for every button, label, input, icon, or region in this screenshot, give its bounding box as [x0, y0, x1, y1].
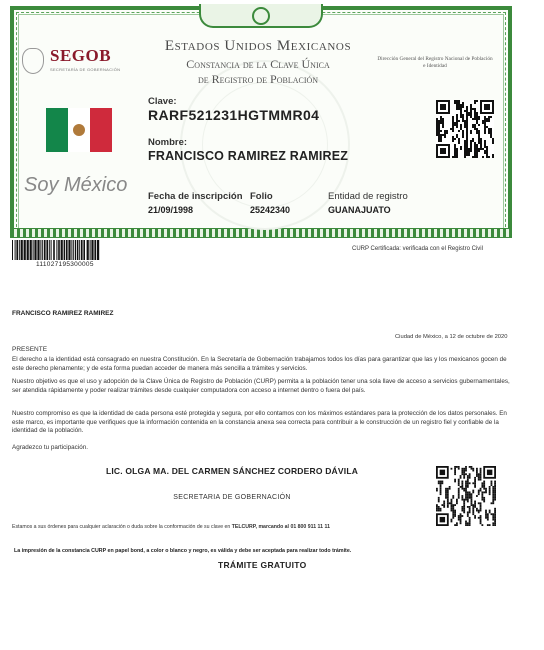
folio-value: 25242340 [250, 205, 291, 215]
barcode-number: 111027195300005 [36, 261, 94, 268]
agency-subtitle: SECRETARÍA DE GOBERNACIÓN [50, 67, 121, 72]
mexican-flag [46, 108, 112, 152]
certificate-qr-code [436, 100, 494, 158]
salutation: PRESENTE [12, 346, 48, 353]
slogan: Soy México [24, 174, 128, 196]
letter-qr-code [436, 466, 496, 526]
contact-note-text: Estamos a sus órdenes para cualquier aclaración o duda sobre la conformación de su clave en [12, 524, 232, 530]
segob-logo [22, 46, 140, 82]
recipient-name: FRANCISCO RAMIREZ RAMIREZ [12, 310, 114, 317]
contact-note [12, 524, 330, 530]
agency-name: SEGOB [50, 46, 112, 65]
barcode [12, 240, 100, 260]
curp-certified-note: CURP Certificada: verificada con el Registro Civil [352, 246, 483, 252]
signer-role: SECRETARIA DE GOBERNACIÓN [173, 494, 291, 501]
registration-date-value: 21/09/1998 [148, 205, 194, 215]
qr-code-large [436, 466, 496, 526]
curp-value: RARF521231HGTMMR04 [148, 107, 320, 123]
letter-date: Ciudad de México, a 12 de octubre de 2020 [395, 334, 508, 340]
document-title-line1: Constancia de la Clave Única [186, 57, 330, 71]
letter-paragraph-3: Nuestro compromiso es que la identidad de cada persona esté protegida y segura, por ello contamos con los máximos estándares para la protección de los datos personales. En este marco, es importante que verifiques que la información contenida en la constancia anexa sea correcta para contribuir a le construcción de un registro fiel y confiable de la identidad de la población. [12, 410, 507, 435]
letter-paragraph-1: El derecho a la identidad está consagrado en nuestra Constitución. En la Secretaría de Gobernación trabajamos todos los días para garantizar que las y los mexicanos gocen de este derecho plenamente; y de esta forma puedan acceder de manera más sencilla a trámites y servicios. [12, 356, 507, 372]
document-title-line2: de Registro de Población [197, 72, 319, 86]
contact-phone: TELCURP, marcando al 01 800 911 11 11 [231, 524, 330, 530]
free-procedure-label: TRÁMITE GRATUITO [218, 560, 307, 570]
entity-value: GUANAJUATO [328, 205, 391, 215]
folio-label: Folio [250, 191, 273, 202]
flag-emblem-icon [73, 124, 85, 136]
entity-label: Entidad de registro [328, 191, 408, 202]
signer-name: LIC. OLGA MA. DEL CARMEN SÁNCHEZ CORDERO DÁVILA [105, 466, 359, 476]
name-label: Nombre: [148, 137, 188, 148]
qr-code-small [436, 100, 494, 158]
segob-emblem-icon [22, 48, 44, 74]
registration-date-label: Fecha de inscripción [148, 191, 243, 202]
curp-label: Clave: [148, 96, 177, 107]
letter-paragraph-2: Nuestro objetivo es que el uso y adopción de la Clave Única de Registro de Población (CURP) permita a la población tener una sola llave de acceso a servicios gubernamentales, ser atendida rápidamente y poder realizar trámites desde cualquier computadora con acceso a internet dentro o fuera del país. [12, 378, 510, 394]
country-title: Estados Unidos Mexicanos [164, 38, 352, 54]
certificate-heading [140, 38, 376, 87]
legal-note: La impresión de la constancia CURP en papel bond, a color o blanco y negro, es válida y debe ser aceptada para realizar todo trámite. [14, 548, 352, 554]
letter-paragraph-4: Agradezco tu participación. [12, 444, 88, 451]
coat-of-arms-icon [199, 4, 323, 28]
directorate-name: Dirección General del Registro Nacional de Población e Identidad [377, 56, 493, 69]
name-value: FRANCISCO RAMIREZ RAMIREZ [148, 149, 349, 163]
